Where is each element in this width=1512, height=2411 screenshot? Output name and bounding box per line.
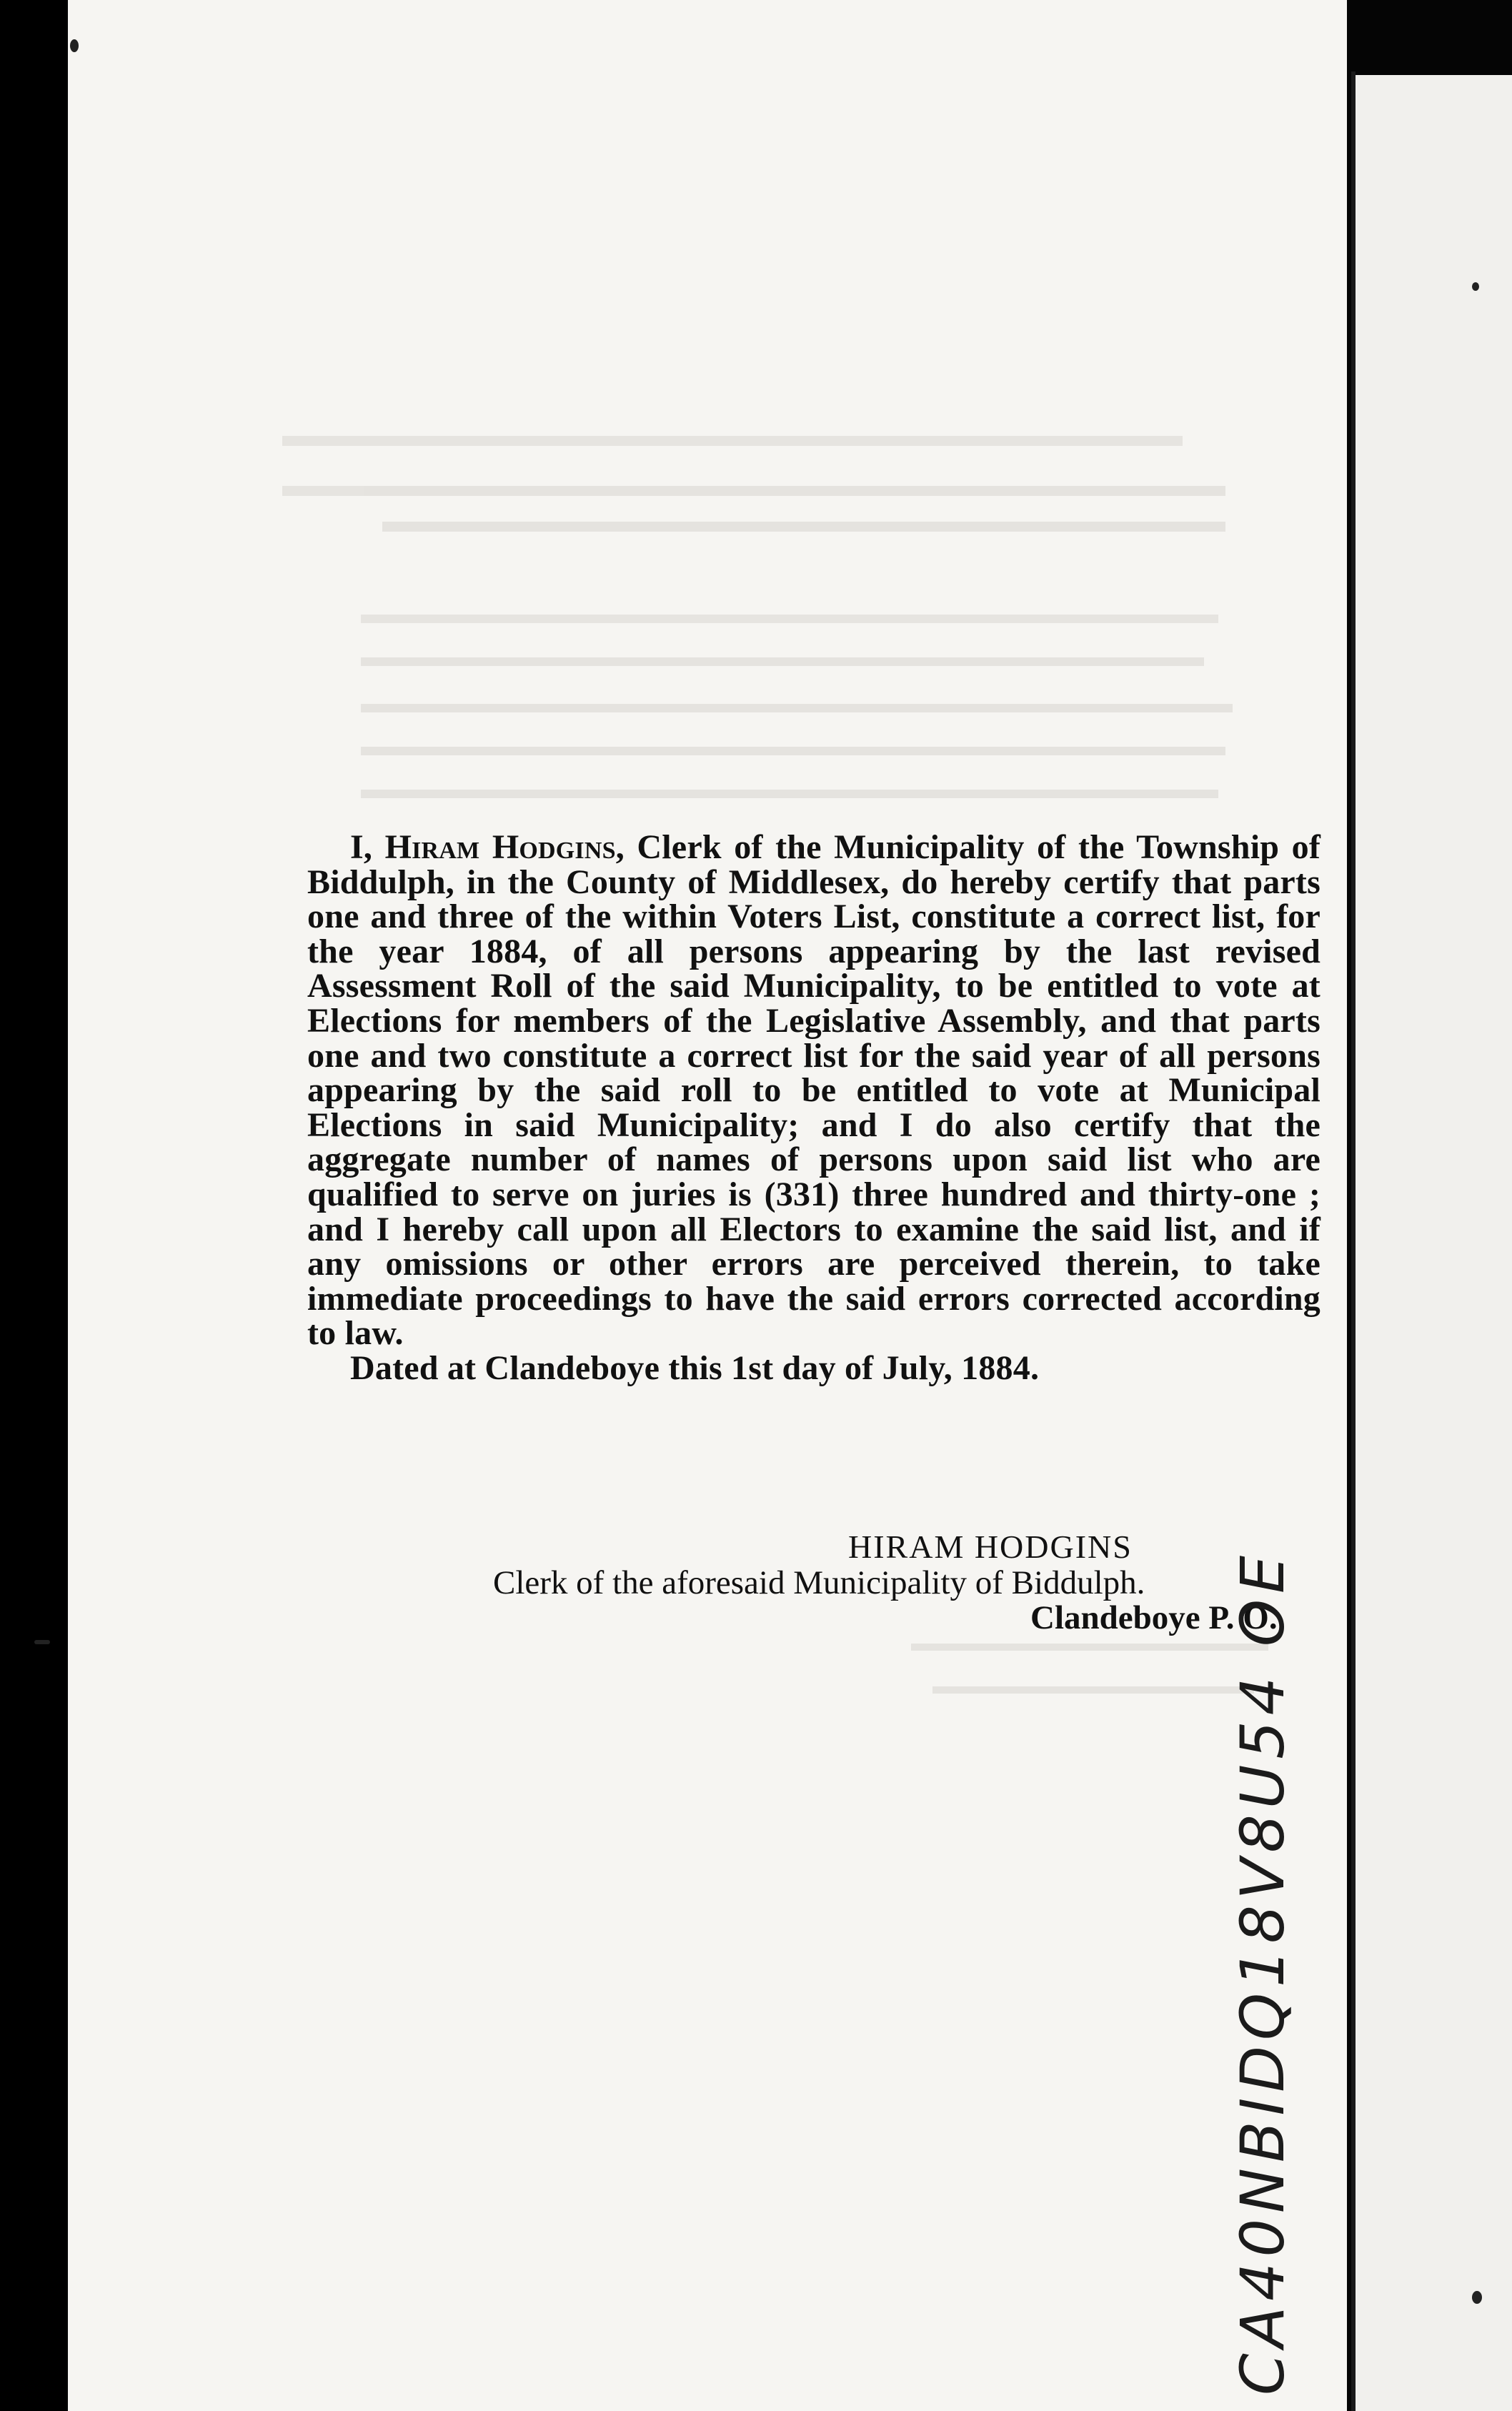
- clerk-name-inline: Hiram Hodgins: [384, 828, 616, 866]
- signature-address: Clandeboye P. O.: [1030, 1599, 1278, 1636]
- certificate-text: , Clerk of the Municipality of the Township of Biddulph, in the County of Middlesex, do hereby certify that parts one and three of the within Voters List, constitute a correct list, for the year 1884, of all persons appearing by the last revised Assessment Roll of the said Municipality, to be entitled to vote at Elections for members of the Legislative Assembly, and that parts one and two constitute a correct list for the said year of all persons appearing by the said roll to be entitled to vote at Municipal Elections in said Municipality; and I do also certify that the aggregate number of names of persons upon said list who are qualified to serve on juries is (331) three hundred and thirty-one ; and I hereby call upon all Electors to examine the said list, and if any omissions or other errors are perceived therein, to take immediate proceedings to have the said errors corrected according to law.: [307, 828, 1321, 1353]
- scan-speck: [34, 1640, 50, 1644]
- scan-speck: [1472, 2291, 1482, 2304]
- scan-speck: [1472, 282, 1479, 291]
- certificate-body: I, Hiram Hodgins, Clerk of the Municipality of the Township of Biddulph, in the County of Middlesex, do hereby certify that parts one and three of the within Voters List, constitute a correct list, for the year 1884, of all persons appearing by the last revised Assessment Roll of the said Municipality, to be entitled to vote at Elections for members of the Legislative Assembly, and that parts one and two constitute a correct list for the said year of all persons appearing by the said roll to be entitled to vote at Municipal Elections in said Municipality; and I do also certify that the aggregate number of names of persons upon said list who are qualified to serve on juries is (331) three hundred and thirty-one ; and I hereby call upon all Electors to examine the said list, and if any omissions or other errors are perceived therein, to take immediate proceedings to have the said errors corrected according to law.: [307, 828, 1321, 1353]
- signature-title: Clerk of the aforesaid Municipality of Biddulph.: [493, 1564, 1145, 1601]
- signature-name: HIRAM HODGINS: [848, 1528, 1133, 1565]
- clerk-certificate: [307, 830, 1320, 1386]
- dated-line: Dated at Clandeboye this 1st day of July, 1884.: [350, 1348, 1040, 1387]
- handwritten-call-number: CA40NBIDQ18V8U54 OE: [1228, 1549, 1298, 2395]
- scan-speck: [70, 39, 79, 52]
- adjacent-page-strip: [1356, 75, 1512, 2411]
